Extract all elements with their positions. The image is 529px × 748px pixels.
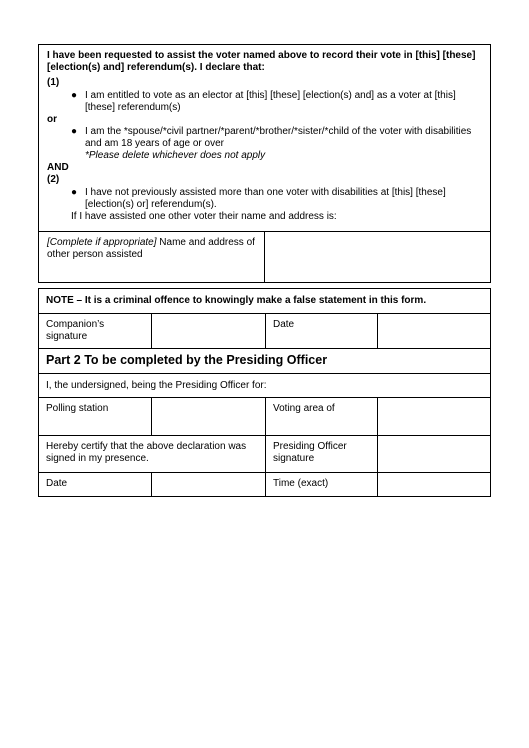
voting-area-label: Voting area of xyxy=(266,398,378,435)
date-field[interactable] xyxy=(378,314,490,348)
certify-row xyxy=(39,436,490,473)
and-separator: AND xyxy=(47,162,69,173)
polling-station-field[interactable] xyxy=(152,398,266,435)
companion-signature-field[interactable] xyxy=(152,314,266,348)
bullet-dot-icon: ● xyxy=(71,90,78,101)
bullet-not-assisted xyxy=(47,187,482,211)
clause-1-marker: (1) xyxy=(47,77,60,88)
bullet-dot-icon: ● xyxy=(71,126,78,137)
clause-2-marker: (2) xyxy=(47,174,60,185)
bullet-not-assisted-text: I have not previously assisted more than one voter with disabilities at [this] [these] [election(s) or] referendum(s). xyxy=(85,187,446,210)
presiding-officer-signature-label: Presiding Officer signature xyxy=(266,436,378,472)
undersigned-text: I, the undersigned, being the Presiding Officer for: xyxy=(46,380,267,391)
part2-heading: Part 2 To be completed by the Presiding Officer xyxy=(46,353,328,367)
bullet-relative xyxy=(47,126,482,150)
polling-station-label: Polling station xyxy=(39,398,152,435)
other-person-label-text: Name and address of other person assisted xyxy=(47,237,255,260)
other-voter-text: If I have assisted one other voter their name and address is: xyxy=(71,211,337,222)
other-person-label xyxy=(39,232,265,283)
declaration-text xyxy=(39,45,490,231)
delete-note: *Please delete whichever does not apply xyxy=(85,150,266,161)
voting-area-field[interactable] xyxy=(378,398,490,435)
certify-text: Hereby certify that the above declaration was signed in my presence. xyxy=(39,436,266,472)
note-row xyxy=(39,289,490,314)
companion-signature-label: Companion’s signature xyxy=(39,314,152,348)
polling-station-row xyxy=(39,398,490,436)
bullet-entitled-text: I am entitled to vote as an elector at [this] [these] [election(s) and] as a voter at [this] [these] referendum(s) xyxy=(85,90,456,113)
declaration-box xyxy=(38,44,491,283)
date-label: Date xyxy=(266,314,378,348)
criminal-offence-note: NOTE – It is a criminal offence to knowingly make a false statement in this form. xyxy=(46,295,427,306)
bullet-entitled-to-vote xyxy=(47,90,482,114)
bullet-dot-icon: ● xyxy=(71,187,78,198)
or-separator: or xyxy=(47,114,57,125)
complete-if-appropriate: [Complete if appropriate] xyxy=(47,237,157,248)
bullet-relative-text: I am the *spouse/*civil partner/*parent/*brother/*sister/*child of the voter with disabilities and am 18 years of age or over xyxy=(85,126,472,149)
undersigned-row xyxy=(39,374,490,398)
time-label: Time (exact) xyxy=(266,473,378,496)
time-field[interactable] xyxy=(378,473,490,496)
part2-heading-row xyxy=(39,349,490,374)
other-person-field[interactable] xyxy=(266,232,490,283)
date-time-row xyxy=(39,473,490,496)
part2-box xyxy=(38,288,491,497)
companion-signature-row xyxy=(39,314,490,349)
other-person-row xyxy=(39,231,490,283)
date-field-2[interactable] xyxy=(152,473,266,496)
date-label-2: Date xyxy=(39,473,152,496)
declaration-intro: I have been requested to assist the voter named above to record their vote in [this] [these] [election(s) and] referendum(s). I declare that: xyxy=(47,50,476,73)
presiding-officer-signature-field[interactable] xyxy=(378,436,490,472)
